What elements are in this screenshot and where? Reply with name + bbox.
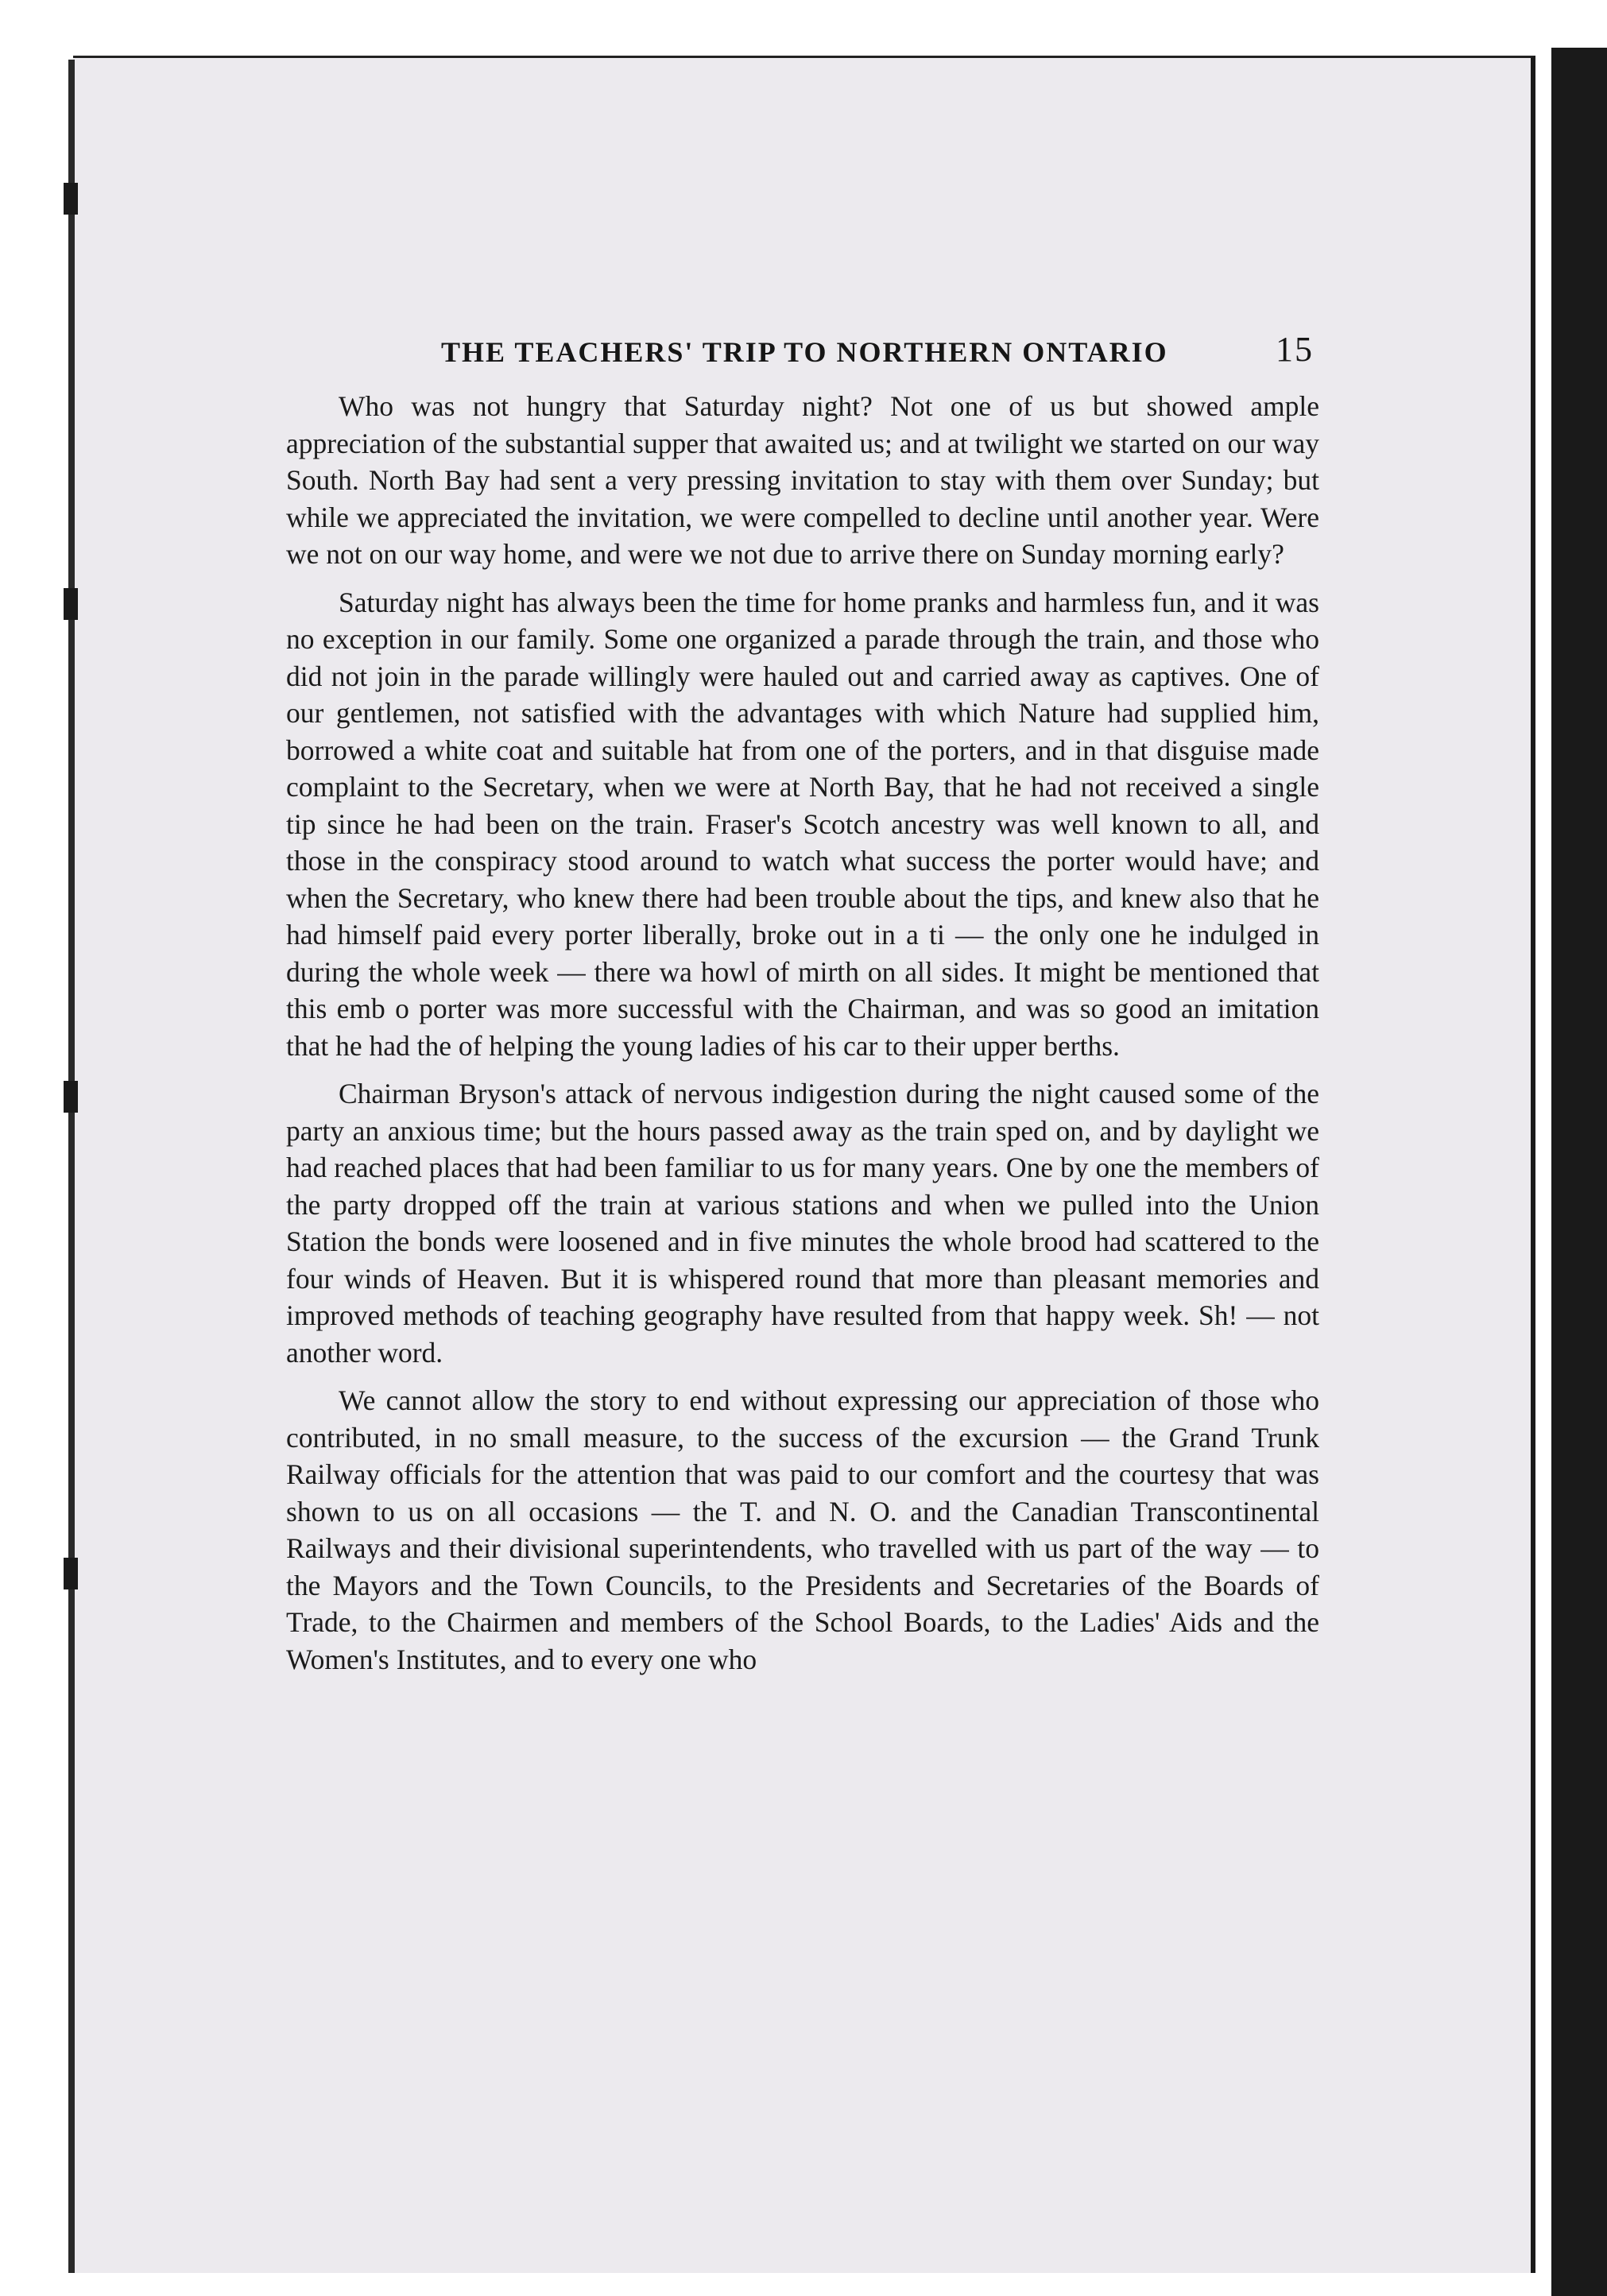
- binding-mark: [64, 1558, 78, 1589]
- binding-mark: [64, 588, 78, 620]
- paragraph: Chairman Bryson's attack of nervous indigestion during the night caused some of the party an anxious time; but the hours passed away as the train sped on, and by daylight we had reached places that had been familiar to us for many years. One by one the members of the party dropped off the train at various stations and when we pulled into the Union Station the bonds were loosened and in five minutes the whole brood had scattered to the four winds of Heaven. But it is whispered round that more than pleasant memories and improved methods of teaching geography have resulted from that happy week. Sh! — not another word.: [286, 1078, 1319, 1369]
- binding-mark: [64, 1081, 78, 1113]
- paragraph: We cannot allow the story to end without expressing our appreciation of those who contributed, in no small measure, to the success of the excursion — the Grand Trunk Railway officials for the attention that was paid to our comfort and the courtesy that was shown to us on all occasions — the T. and N. O. and the Canadian Transcontinental Railways and their divisional superintendents, who travelled with us part of the way — to the Mayors and the Town Councils, to the Presidents and Secretaries of the Boards of Trade, to the Chairmen and members of the School Boards, to the Ladies' Aids and the Women's Institutes, and to every one who: [286, 1384, 1319, 1675]
- page-number: 15: [1276, 330, 1314, 369]
- binding-mark: [64, 183, 78, 215]
- scan-border: [1551, 48, 1607, 2296]
- running-header: [441, 330, 1314, 383]
- paragraph: Saturday night has always been the time for home pranks and harmless fun, and it was no exception in our family. Some one organized a parade through the train, and those who did not join in the parade willingly were hauled out and carried away as captives. One of our gentlemen, not satisfied with the advantages with which Nature had supplied him, borrowed a white coat and suitable hat from one of the porters, and in that disguise made complaint to the Secretary, when we were at North Bay, that he had not received a single tip since he had been on the train. Fraser's Scotch ancestry was well known to all, and those in the conspiracy stood around to watch what success the porter would have; and when the Secretary, who knew there had been trouble about the tips, and knew also that he had himself paid every porter liberally, broke out in a ti — the only one he indulged in during the whole week — there wa howl of mirth on all sides. It might be mentioned that this emb o porter was more successful with the Chairman, and was so good an imitation that he had the of helping the young ladies of his car to their upper berths.: [286, 586, 1319, 1062]
- running-title: THE TEACHERS' TRIP TO NORTHERN ONTARIO: [441, 336, 1168, 368]
- binding-edge: [68, 60, 75, 2273]
- body-text: [286, 388, 1319, 1689]
- paragraph: Who was not hungry that Saturday night? Not one of us but showed ample appreciation of the substantial supper that awaited us; and at twilight we started on our way South. North Bay had sent a very pressing invitation to stay with them over Sunday; but while we appreciated the invitation, we were compelled to decline until another year. Were we not on our way home, and were we not due to arrive there on Sunday morning early?: [286, 390, 1319, 570]
